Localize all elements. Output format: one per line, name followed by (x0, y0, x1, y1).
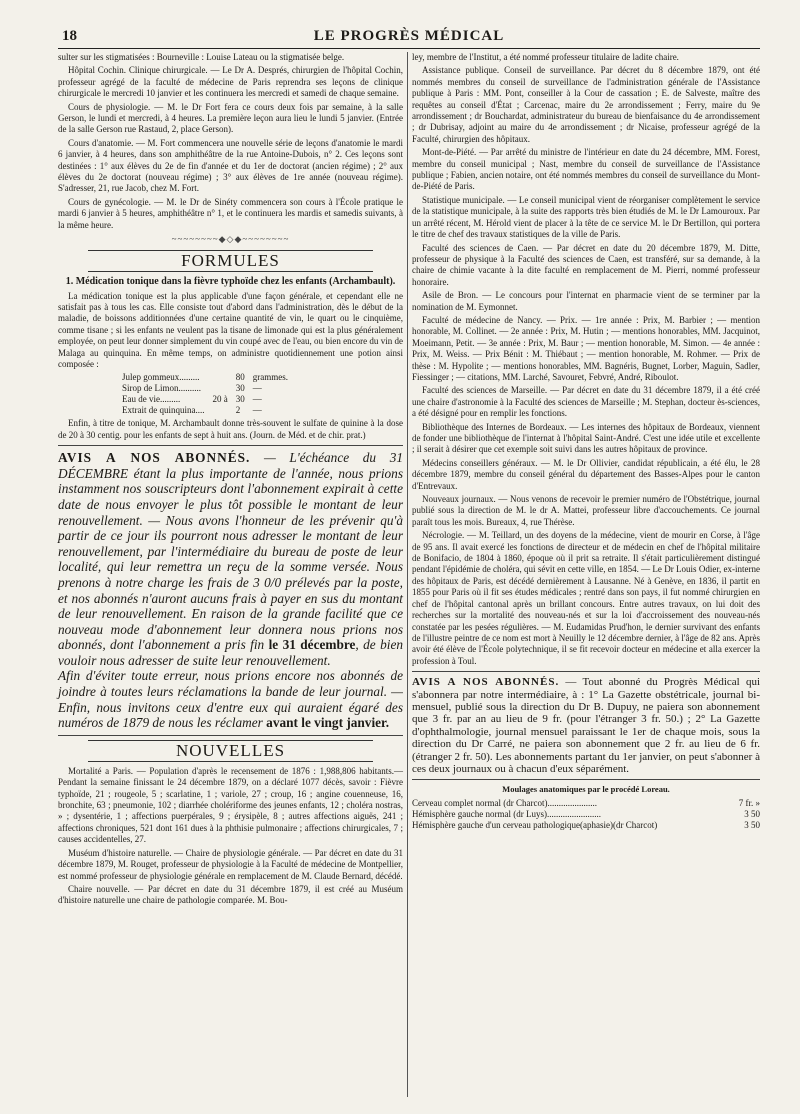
notice-text: — Tout abonné du Progrès Médical qui s'abonnera par notre intermédiaire, à : 1° La Gazette obstétricale, journal bi-mensuel, publié sous la direction du Dr B. Dupuy, ne paiera son abonnement que 3 fr. par an au lieu de 9 fr. (pour l'étranger 3 fr. 50.) ; 2° La Gazette d'ophthalmologie, journal mensuel paraissant le 1er de chaque mois, sous la direction du Dr Carré, ne paiera son abonnement que 2 fr. au lieu de 6 fr. (étranger 2 fr. 50). Les abonnements partant du 1er janvier, on peut s'abonner à ces deux journaux ou à chacun d'eux séparément. (412, 676, 760, 775)
news-paragraph: Muséum d'histoire naturelle. — Chaire de physiologie générale. — Par décret en date du 31 décembre 1879, M. Rouget, professeur de physiologie à la Faculté de médecine de Montpellier, est nommé professeur de physiologie générale en remplacement de M. Claude Bernard, décédé. (58, 847, 403, 881)
news-paragraph: Faculté des sciences de Caen. — Par décret en date du 20 décembre 1879, M. Ditte, professeur de physique à la Faculté des sciences de Caen, est transféré, sur sa demande, à la chaire de chimie vacante à la dite faculté en remplacement de M. Pierri, nommé professeur honoraire. (412, 242, 760, 287)
divider (58, 735, 403, 736)
section-title-nouvelles: NOUVELLES (88, 740, 373, 762)
notice-heading: AVIS A NOS ABONNÉS. (412, 676, 560, 689)
page-number: 18 (62, 28, 77, 44)
price-list (412, 798, 760, 831)
column-divider (407, 52, 408, 1097)
recipe-qty-a (208, 372, 231, 383)
price-row (412, 798, 760, 809)
page-header (58, 26, 760, 49)
article-paragraph: Cours de gynécologie. — M. le Dr de Sinéty commencera son cours à l'École pratique le mardi 6 janvier à 5 heures, amphithéâtre n° 1, et le continuera les mardis et samedis suivants, à la même heure. (58, 196, 403, 230)
recipe-qty-a (208, 405, 231, 416)
recipe-qty-b: 30 (235, 383, 245, 394)
formula-text: La médication tonique est la plus applicable d'une façon générale, et cependant elle ne satisfait pas à tous les cas. Elle consiste tout d'abord dans l'administration, dès le début de la maladie, de boissons additionnées d'une certaine quantité de vin, le quart ou le cinquième, comme tisane ; si les enfants ne veulent pas la tisane de limonade qui est la plus généralement employée, on peut leur donner simplement du vin coupé avec de l'eau, ou bien encore du vin de Malaga au quinquina. En même temps, on administre quotidiennement une potion ainsi composée : (58, 290, 403, 369)
recipe-item: Eau de vie......... (122, 394, 181, 405)
subscriber-notice (58, 450, 403, 731)
recipe-unit: — (252, 405, 262, 416)
recipe-qty-a (208, 383, 231, 394)
news-paragraph: ley, membre de l'Institut, a été nommé professeur titulaire de ladite chaire. (412, 52, 679, 62)
price-item: Hémisphère gauche d'un cerveau pathologique(aphasie)(dr Charcot) (412, 819, 658, 830)
notice-text: — L'échéance du 31 DÉCEMBRE étant la plus importante de l'année, nous prions instamment nos souscripteurs dont l'abonnement expirait à cette date de nous envoyer le plus tôt possible le montant de leur renouvellement. — Nous avons l'honneur de les prévenir qu'à partir de ce jour ils pourront nous adresser le montant de leur renouvellement, par l'intermédiaire du bureau de poste de leur localité, qui leur remettra un reçu de la somme versée. Nous prenons à notre charge les frais de 3 0/0 prélevés par la poste, et nos abonnés n'auront aucuns frais à payer en sus du montant de leur renouvellement. En raison de la grande facilité que ce nouveau mode d'abonnement leur donnera nous prions nos abonnés, dont l'abonnement a pris fin (58, 450, 403, 653)
news-paragraph: Statistique municipale. — Le conseil municipal vient de réorganiser complètement le service de la statistique municipale, à la suite des rapports très bien étudiés de M. le Dr Lamouroux. Par un arrêté récent, M. Hérold vient de placer à la tête de ce service M. le Dr Bertillon, qui portera le titre de chef des travaux statistiques de la ville de Paris. (412, 194, 760, 240)
news-paragraph: Faculté de médecine de Nancy. — Prix. — 1re année : Prix, M. Barbier ; — mention honorable, M. Collinet. — 2e année : Prix, M. Hutin ; — mentions honorables, MM. Jacquinot, Moeimann, Petit. — 3e année : Prix, M. Baur ; — mention honorable, M. Simon. — 4e année : Prix, M. Weiss. — Prix Bénit : M. Thiébaut ; — mention honorable, M. Rohmer. — Prix de thèse : M. Hypolite ; — mentions honorables, MM. Bagnéris, Bugnet, Lorber, Maguin, Sadler, Fiessinger ; — citations, MM. Larché, Savouret, Febvré, André, Riboulot. (412, 314, 760, 382)
article-paragraph: Hôpital Cochin. Clinique chirurgicale. — Le Dr A. Després, chirurgien de l'hôpital Cochin, professeur agrégé de la faculté de médecine de Paris reprendra ses leçons de clinique chirurgicale le mercredi 10 janvier et les continuera les mercredi et samedi de chaque semaine. (58, 65, 403, 99)
article-paragraph: Cours d'anatomie. — M. Fort commencera une nouvelle série de leçons d'anatomie le mardi 6 janvier, à 4 heures, dans son amphithéâtre de la rue Antoine-Dubois, n° 2. Ces leçons sont destinées : 1° aux élèves du 2e de fin d'année et du 1er de doctorat (ancien régime) ; 2° aux élèves du 2e doctorat (nouveau régime) ; 3° aux élèves de 1re année (nouveau régime). S'adresser, 21, rue Jacob, chez M. Fort. (58, 137, 403, 194)
news-paragraph: Asile de Bron. — Le concours pour l'internat en pharmacie vient de se terminer par la nomination de M. Eymonnet. (412, 290, 760, 312)
divider (58, 445, 403, 446)
price-item: Cerveau complet normal (dr Charcot)...................... (412, 797, 597, 808)
news-paragraph: Faculté des sciences de Marseille. — Par décret en date du 31 décembre 1879, il a été créé une chaire d'astronomie à la Faculté des sciences de Marseille ; M. Stephan, docteur ès-sciences, a été désigné pour en remplir les fonctions. (412, 385, 760, 419)
notice-heading: AVIS A NOS ABONNÉS. (58, 450, 251, 466)
article-paragraph: sulter sur les stigmatisées : Bourneville : Louise Lateau ou la stigmatisée belge. (58, 52, 345, 62)
recipe-item: Sirop de Limon.......... (122, 383, 201, 394)
recipe-qty-b: 80 (235, 372, 245, 383)
left-column (58, 52, 403, 909)
notice-bold: le 31 décembre (268, 637, 356, 653)
moulages-title: Moulages anatomiques par le procédé Loreau. (502, 784, 670, 795)
ornament-divider: ~~~~~~~~◆◇◆~~~~~~~~ (171, 234, 290, 245)
price-row (412, 820, 760, 831)
notice-bold: avant le vingt janvier. (266, 715, 390, 731)
price-value: 7 fr. » (738, 797, 760, 808)
price-value: 3 50 (744, 819, 760, 830)
recipe-item: Julep gommeux......... (122, 372, 200, 383)
right-column (412, 52, 760, 831)
subscriber-notice-2 (412, 676, 760, 775)
news-paragraph: Mont-de-Piété. — Par arrêté du ministre de l'intérieur en date du 24 décembre, MM. Forest, membre du conseil municipal ; Nast, membre du conseil de surveillance de l'Assistance publique ; Fabien, ancien notaire, ont été nommés membres du conseil de surveillance du Mont-de-Piété de Paris. (412, 147, 760, 192)
recipe-unit: grammes. (252, 372, 288, 383)
recipe-row (118, 394, 292, 405)
recipe-unit: — (252, 394, 262, 405)
price-value: 3 50 (744, 808, 760, 819)
news-paragraph: Chaire nouvelle. — Par décret en date du 31 décembre 1879, il est créé au Muséum d'histoire naturelle une chaire de pathologie comparée. M. Bou- (58, 883, 403, 906)
news-paragraph: Nécrologie. — M. Teillard, un des doyens de la médecine, vient de mourir en Corse, à l'âge de 95 ans. Il avait exercé les fonctions de directeur et de médecin en chef de l'hôpital militaire de Bonifacio, de 1804 à 1860, époque où il prit sa retraite. Il s'était particulièrement distingué pendant l'épidémie de choléra, qui sévit en cette ville, en 1854. — Le Dr Louis Odier, ex-interne des hôpitaux de Paris, est décédé dernièrement à Lausanne. Né à Genève, en 1836, il partit en 1855 pour Paris où il fit ses études médicales ; rentré dans son pays, il fut nommé chirurgien en chef de l'hôpital cantonal après un brillant concours. Entre autres travaux, on lui doit des recherches sur la mortalité des nouveau-nés et sur la loi d'accroissement des nouveau-nés constatée par les pesées régulières. — M. Eudamidas Prud'hon, le dernier survivant des enfants de l'illustre peintre de ce nom est mort à Neuilly le 12 décembre dernier, à l'âge de 82 ans. Après avoir été élève de l'École polytechnique, il se fit recevoir docteur en médecine et alla exercer la profession à Toul. (412, 530, 760, 666)
price-item: Hémisphère gauche normal (dr Luys)........................ (412, 808, 601, 819)
formula-end: Enfin, à titre de tonique, M. Archambault donne très-souvent le sulfate de quinine à la dose de 20 à 30 centig. pour les enfants de sept à huit ans. (Journ. de Méd. et de chir. prat.) (58, 418, 403, 440)
divider (412, 671, 760, 672)
recipe-row (118, 383, 292, 394)
recipe-row (118, 372, 292, 383)
recipe-qty-b: 2 (235, 405, 241, 416)
section-title-formules: FORMULES (88, 250, 373, 272)
divider (412, 779, 760, 780)
notice-text: , de bien vouloir nous adresser de suite leur renouvellement. (58, 637, 403, 668)
news-paragraph: Mortalité a Paris. — Population d'après le recensement de 1876 : 1,988,806 habitants.— Pendant la semaine finissant le 24 décembre 1879, on a déclaré 1077 décès, savoir : Fièvre typhoïde, 21 ; rougeole, 5 ; scarlatine, 1 ; variole, 27 ; croup, 16 ; angine couenneuse, 16, bronchite, 63 ; pneumonie, 102 ; diarrhée cholériforme des jeunes enfants, 12 ; choléra nostras, » ; dysentérie, 1 ; affections puerpérales, 9 ; érysipèle, 8 ; autres affections aiguës, 241 ; affections chroniques, 521 dont 161 dues à la phthisie pulmonaire ; affections chirurgicales, 7 ; causes accidentelles, 27. (58, 765, 403, 845)
news-paragraph: Nouveaux journaux. — Nous venons de recevoir le premier numéro de l'Obstétrique, journal publié sous la direction de M. le dr A. Mattei, professeur libre d'accouchements. Ce journal paraît tous les mois. Bureaux, 4, rue Thérèse. (412, 494, 760, 527)
recipe-item: Extrait de quinquina.... (122, 405, 205, 416)
recipe-table (118, 372, 292, 416)
recipe-qty-b: 30 (235, 394, 245, 405)
news-paragraph: Médecins conseillers généraux. — M. le Dr Ollivier, candidat républicain, a été élu, le 28 décembre 1879, membre du conseil général du département des Basses-Alpes pour le canton d'Entrevaux. (412, 457, 760, 491)
news-paragraph: Assistance publique. Conseil de surveillance. Par décret du 8 décembre 1879, ont été nommés membres du conseil de surveillance de l'administration générale de l'Assistance publique à Paris : MM. Pont, conseiller à la Cour de cassation ; E. de Salveste, maître des requêtes au conseil d'État ; Carcenac, maire du 2e arrondissement ; Ferry, maire du 9e arrondissement ; dr Bouchardat, administrateur du bureau de bienfaisance du 4e arrondissement ; dr Dubrisay, adjoint au maire du 4e arrondissement ; dr Nicaise, professeur agrégé de la Faculté, chirurgien des hôpitaux. (412, 65, 760, 144)
journal-title: LE PROGRÈS MÉDICAL (313, 28, 505, 44)
price-row (412, 809, 760, 820)
formula-heading: 1. Médication tonique dans la fièvre typhoïde chez les enfants (Archambault). (65, 275, 396, 287)
article-paragraph: Cours de physiologie. — M. le Dr Fort fera ce cours deux fois par semaine, à la salle Gerson, le lundi et mercredi, à 4 heures. La première leçon aura lieu le lundi 5 janvier. (Entrée de la salle Gerson rue Rastaud, 2, place Gerson). (58, 101, 403, 135)
news-paragraph: Bibliothèque des Internes de Bordeaux. — Les internes des hôpitaux de Bordeaux, viennent de fonder une bibliothèque de l'internat à l'hôpital Saint-André. C'est une idée utile et excellente ; il serait à désirer que cet exemple soit suivi dans les autres hôpitaux de province. (412, 421, 760, 455)
notice-text: Afin d'éviter toute erreur, nous prions encore nos abonnés de joindre à toutes leurs réclamations la bande de leur journal. — Enfin, nous invitons ceux d'entre eux qui auraient égaré des numéros de 1879 de nous les réclamer (58, 668, 403, 731)
recipe-row (118, 405, 292, 416)
recipe-qty-a: 20 à (212, 394, 228, 405)
recipe-unit: — (252, 383, 262, 394)
